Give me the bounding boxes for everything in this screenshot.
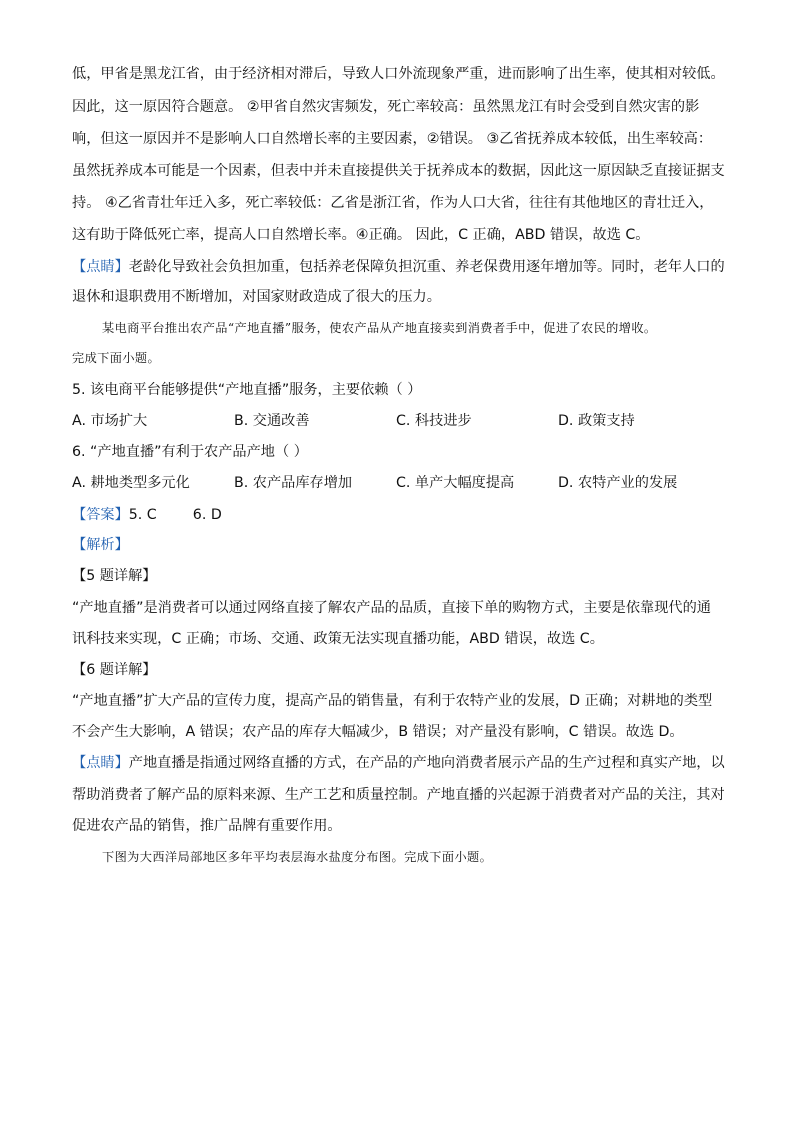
question-6-stem: 6. “产地直播”有利于农产品产地（ ）	[72, 444, 308, 460]
answer-text: 5. C 6. D	[128, 507, 222, 523]
q5-option-a: A. 市场扩大	[72, 413, 148, 429]
explanation-line: 持。 ④乙省青壮年迁入多，死亡率较低：乙省是浙江省，作为人口大省，往往有其他地区的青壮迁入，	[72, 195, 714, 211]
q5-option-d: D. 政策支持	[558, 413, 635, 429]
explanation-line: 虽然抚养成本可能是一个因素，但表中并未直接提供关于抚养成本的数据，因此这一原因缺乏直接证据支	[72, 163, 725, 179]
detail-5-line: “产地直播”是消费者可以通过网络直接了解农产品的品质，直接下单的购物方式，主要是依靠现代的通	[72, 600, 711, 616]
comment-text: 老龄化导致社会负担加重，包括养老保障负担沉重、养老保费用逐年增加等。同时，老年人口的	[128, 259, 725, 275]
material-text: 某电商平台推出农产品“产地直播”服务，使农产品从产地直接卖到消费者手中，促进了农民的增收。	[102, 321, 657, 335]
comment-prev-line2: 退休和退职费用不断增加，对国家财政造成了很大的压力。	[72, 289, 441, 305]
detail-6-line: “产地直播”扩大产品的宣传力度，提高产品的销售量，有利于农特产业的发展，D 正确；对耕地的类型	[72, 693, 713, 709]
comment-line: 促进农产品的销售，推广品牌有重要作用。	[72, 818, 342, 834]
detail-6-tag: 【6 题详解】	[72, 662, 157, 678]
detail-5-tag: 【5 题详解】	[72, 568, 157, 584]
comment-tag: 【点睛】	[72, 259, 129, 275]
comment-line: 帮助消费者了解产品的原料来源、生产工艺和质量控制。产地直播的兴起源于消费者对产品的关注，其对	[72, 787, 725, 803]
q6-option-c: C. 单产大幅度提高	[396, 475, 515, 491]
q6-option-a: A. 耕地类型多元化	[72, 475, 190, 491]
q5-option-c: C. 科技进步	[396, 413, 472, 429]
explanation-line: 低，甲省是黑龙江省，由于经济相对滞后，导致人口外流现象严重，进而影响了出生率，使其相对较低。	[72, 66, 725, 82]
answer-tag: 【答案】	[72, 507, 129, 523]
comment-line1	[72, 753, 725, 773]
explanation-line: 响，但这一原因并不是影响人口自然增长率的主要因素，②错误。 ③乙省抚养成本较低，出生率较高：	[72, 131, 713, 147]
q6-option-d: D. 农特产业的发展	[558, 475, 678, 491]
comment-text: 产地直播是指通过网络直播的方式，在产品的产地向消费者展示产品的生产过程和真实产地，以	[128, 755, 725, 771]
analysis-tag: 【解析】	[72, 537, 129, 553]
explanation-line: 这有助于降低死亡率，提高人口自然增长率。④正确。 因此，C 正确，ABD 错误，故选 C。	[72, 227, 650, 243]
comment-tag: 【点睛】	[72, 755, 129, 771]
q6-option-b: B. 农产品库存增加	[234, 475, 353, 491]
material-text: 完成下面小题。	[72, 351, 161, 365]
detail-6-line: 不会产生大影响，A 错误；农产品的库存大幅减少，B 错误；对产量没有影响，C 错误。故选 D。	[72, 724, 684, 740]
q5-option-b: B. 交通改善	[234, 413, 310, 429]
next-material-text: 下图为大西洋局部地区多年平均表层海水盐度分布图。完成下面小题。	[102, 850, 493, 864]
answer-line	[72, 505, 222, 525]
comment-prev-line1	[72, 257, 725, 277]
question-5-stem: 5. 该电商平台能够提供“产地直播”服务，主要依赖（ ）	[72, 382, 422, 398]
detail-5-line: 讯科技来实现，C 正确；市场、交通、政策无法实现直播功能，ABD 错误，故选 C。	[72, 631, 604, 647]
explanation-line: 因此，这一原因符合题意。 ②甲省自然灾害频发，死亡率较高：虽然黑龙江有时会受到自然灾害的影	[72, 99, 700, 115]
